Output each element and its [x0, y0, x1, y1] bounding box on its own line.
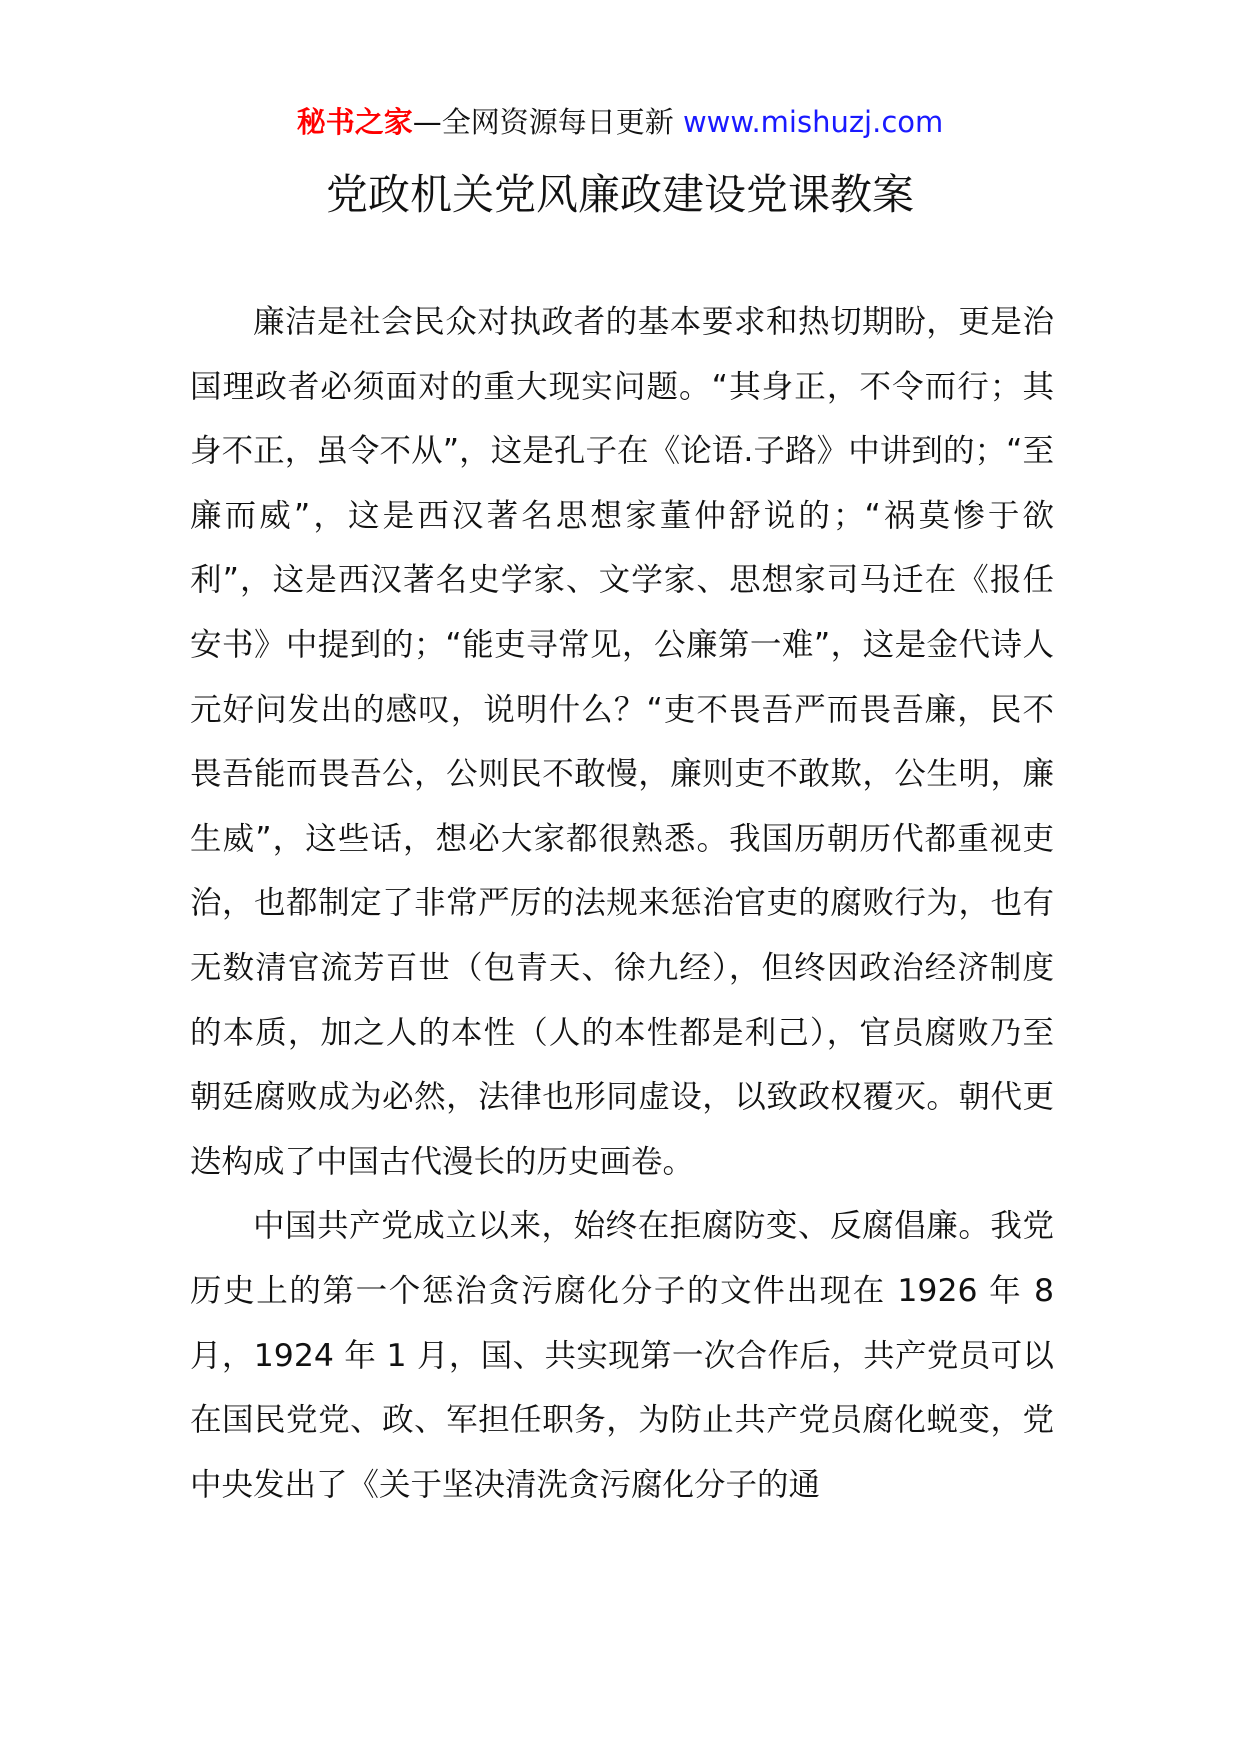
site-url-link[interactable]: www.mishuzj.com	[682, 105, 944, 139]
paragraph: 廉洁是社会民众对执政者的基本要求和热切期盼，更是治国理政者必须面对的重大现实问题。“其身正，不令而行；其身不正，虽令不从”，这是孔子在《论语.子路》中讲到的；“至廉而威”，这是西汉著名思想家董仲舒说的；“祸莫惨于欲利”，这是西汉著名史学家、文学家、思想家司马迁在《报任安书》中提到的；“能吏寻常见，公廉第一难”，这是金代诗人元好问发出的感叹，说明什么？“吏不畏吾严而畏吾廉，民不畏吾能而畏吾公，公则民不敢慢，廉则吏不敢欺，公生明，廉生威”，这些话，想必大家都很熟悉。我国历朝历代都重视吏治，也都制定了非常严厉的法规来惩治官吏的腐败行为，也有无数清官流芳百世（包青天、徐九经），但终因政治经济制度的本质，加之人的本性（人的本性都是利己），官员腐败乃至朝廷腐败成为必然，法律也形同虚设，以致政权覆灭。朝代更迭构成了中国古代漫长的历史画卷。	[190, 304, 1054, 1180]
paragraph: 中国共产党成立以来，始终在拒腐防变、反腐倡廉。我党历史上的第一个惩治贪污腐化分子的文件出现在 1926 年 8 月，1924 年 1 月，国、共实现第一次合作后，共产党员可以在国民党党、政、军担任职务，为防止共产党员腐化蜕变，党中央发出了《关于坚决清洗贪污腐化分子的通	[190, 1208, 1054, 1503]
document-body	[190, 290, 1054, 1517]
site-brand: 秘书之家	[296, 105, 413, 139]
site-header	[0, 100, 1240, 144]
site-tagline: —全网资源每日更新	[412, 105, 674, 139]
document-title: 党政机关党风廉政建设党课教案	[325, 170, 914, 219]
